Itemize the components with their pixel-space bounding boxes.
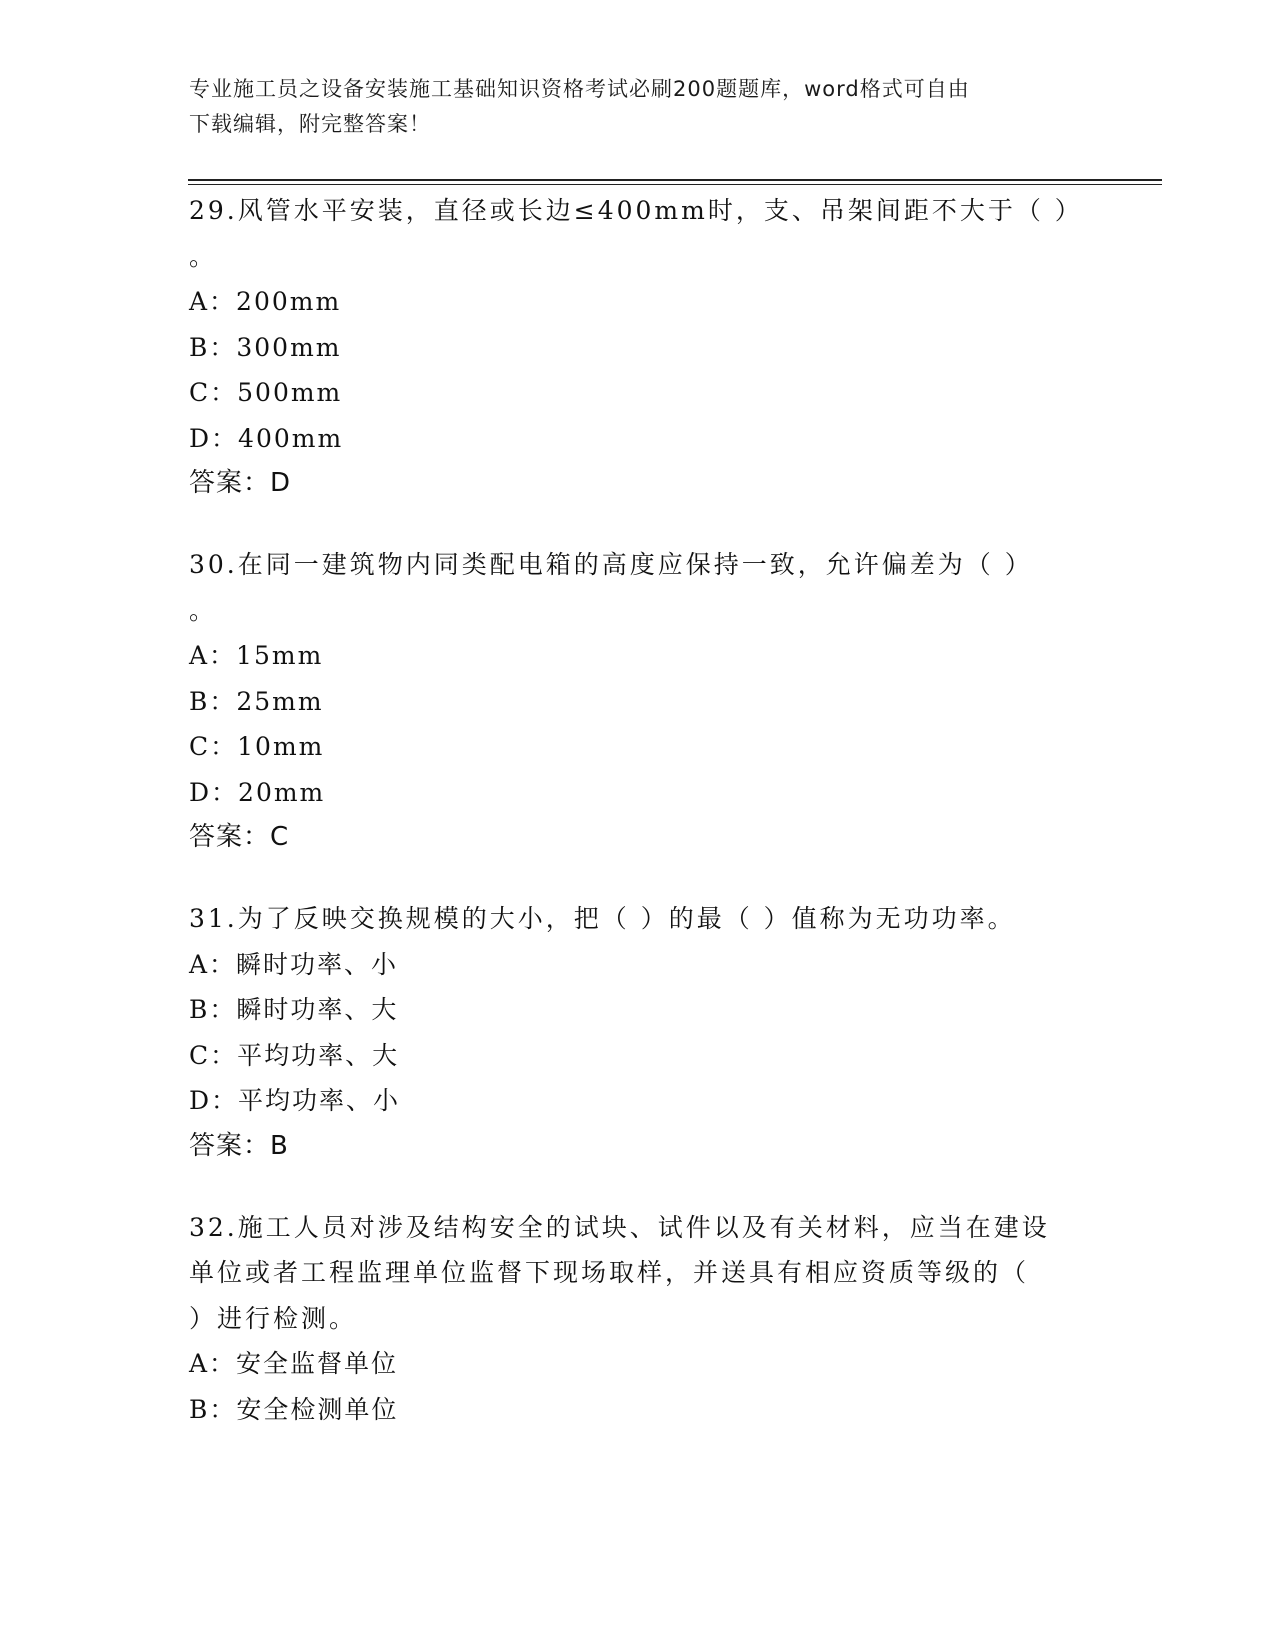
option-b: B：瞬时功率、大 xyxy=(189,995,399,1024)
option-a: A：15mm xyxy=(189,641,324,670)
question-stem: 30.在同一建筑物内同类配电箱的高度应保持一致，允许偏差为（ ） xyxy=(189,550,1033,579)
option-a: A：200mm xyxy=(189,287,342,316)
option-c: C：平均功率、大 xyxy=(189,1040,400,1070)
option-d: D：平均功率、小 xyxy=(189,1086,401,1115)
header-line-1: 专业施工员之设备安装施工基础知识资格考试必刷200题题库，word格式可自由 xyxy=(189,77,970,101)
option-b: B：300mm xyxy=(189,332,342,362)
question-stem: 32.施工人员对涉及结构安全的试块、试件以及有关材料，应当在建设 xyxy=(189,1212,1050,1242)
option-a: A：瞬时功率、小 xyxy=(189,949,399,979)
answer-line: 答案：C xyxy=(189,822,290,852)
option-d: D：400mm xyxy=(189,423,344,453)
question-stem-continuation: 。 xyxy=(189,241,218,271)
header-divider-thin xyxy=(188,184,1162,185)
question-stem-continuation: 单位或者工程监理单位监督下现场取样，并送具有相应资质等级的（ xyxy=(189,1258,1030,1287)
question-list xyxy=(189,188,1089,1468)
answer-line: 答案：B xyxy=(189,1130,289,1161)
question-stem-continuation: ）进行检测。 xyxy=(189,1303,358,1333)
answer-line: 答案：D xyxy=(189,468,292,498)
header-line-2: 下载编辑，附完整答案！ xyxy=(189,112,431,136)
question-stem: 31.为了反映交换规模的大小，把（ ）的最（ ）值称为无功功率。 xyxy=(189,904,1016,933)
question-stem: 29.风管水平安装，直径或长边≤400mm时，支、吊架间距不大于（ ） xyxy=(189,196,1083,225)
document-header xyxy=(189,72,1069,142)
question-30 xyxy=(189,542,1089,860)
option-b: B：25mm xyxy=(189,686,324,716)
question-31 xyxy=(189,896,1089,1169)
option-d: D：20mm xyxy=(189,777,326,807)
option-c: C：500mm xyxy=(189,378,343,407)
question-29 xyxy=(189,188,1089,506)
header-divider-thick xyxy=(188,179,1162,181)
option-b: B：安全检测单位 xyxy=(189,1394,399,1424)
option-c: C：10mm xyxy=(189,732,325,761)
question-32 xyxy=(189,1205,1089,1433)
option-a: A：安全监督单位 xyxy=(189,1349,399,1378)
question-stem-continuation: 。 xyxy=(189,595,218,625)
